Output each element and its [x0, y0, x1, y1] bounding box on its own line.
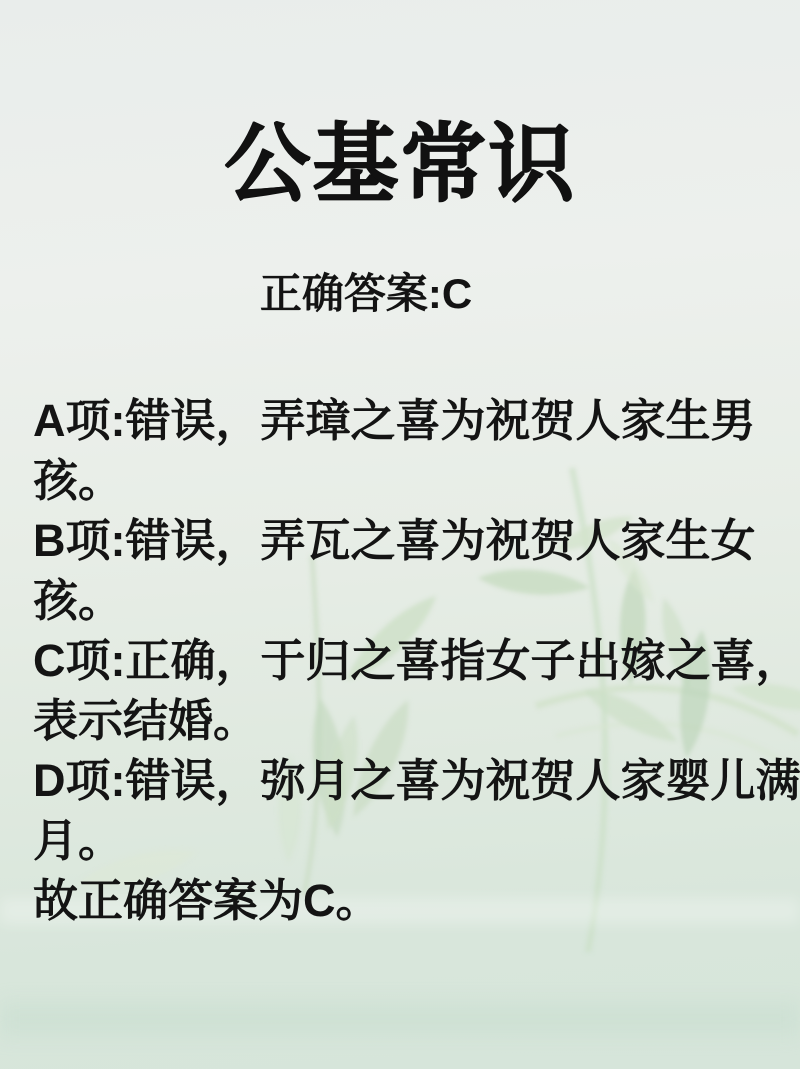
correct-answer-line: 正确答案:C [259, 270, 473, 317]
body-line: D项:错误，弥月之喜为祝贺人家婴儿满 [33, 755, 800, 806]
body-line: 表示结婚。 [33, 695, 259, 746]
body-line: 月。 [33, 815, 124, 866]
body-line: 故正确答案为C。 [33, 875, 381, 926]
explanation-body [33, 391, 800, 931]
body-line: C项:正确，于归之喜指女子出嫁之喜， [33, 635, 800, 686]
body-line: B项:错误，弄瓦之喜为祝贺人家生女 [33, 515, 756, 566]
body-line: 孩。 [33, 575, 124, 626]
body-line: A项:错误，弄璋之喜为祝贺人家生男 [33, 395, 756, 446]
body-line: 孩。 [33, 455, 124, 506]
page-title: 公基常识 [224, 116, 576, 212]
